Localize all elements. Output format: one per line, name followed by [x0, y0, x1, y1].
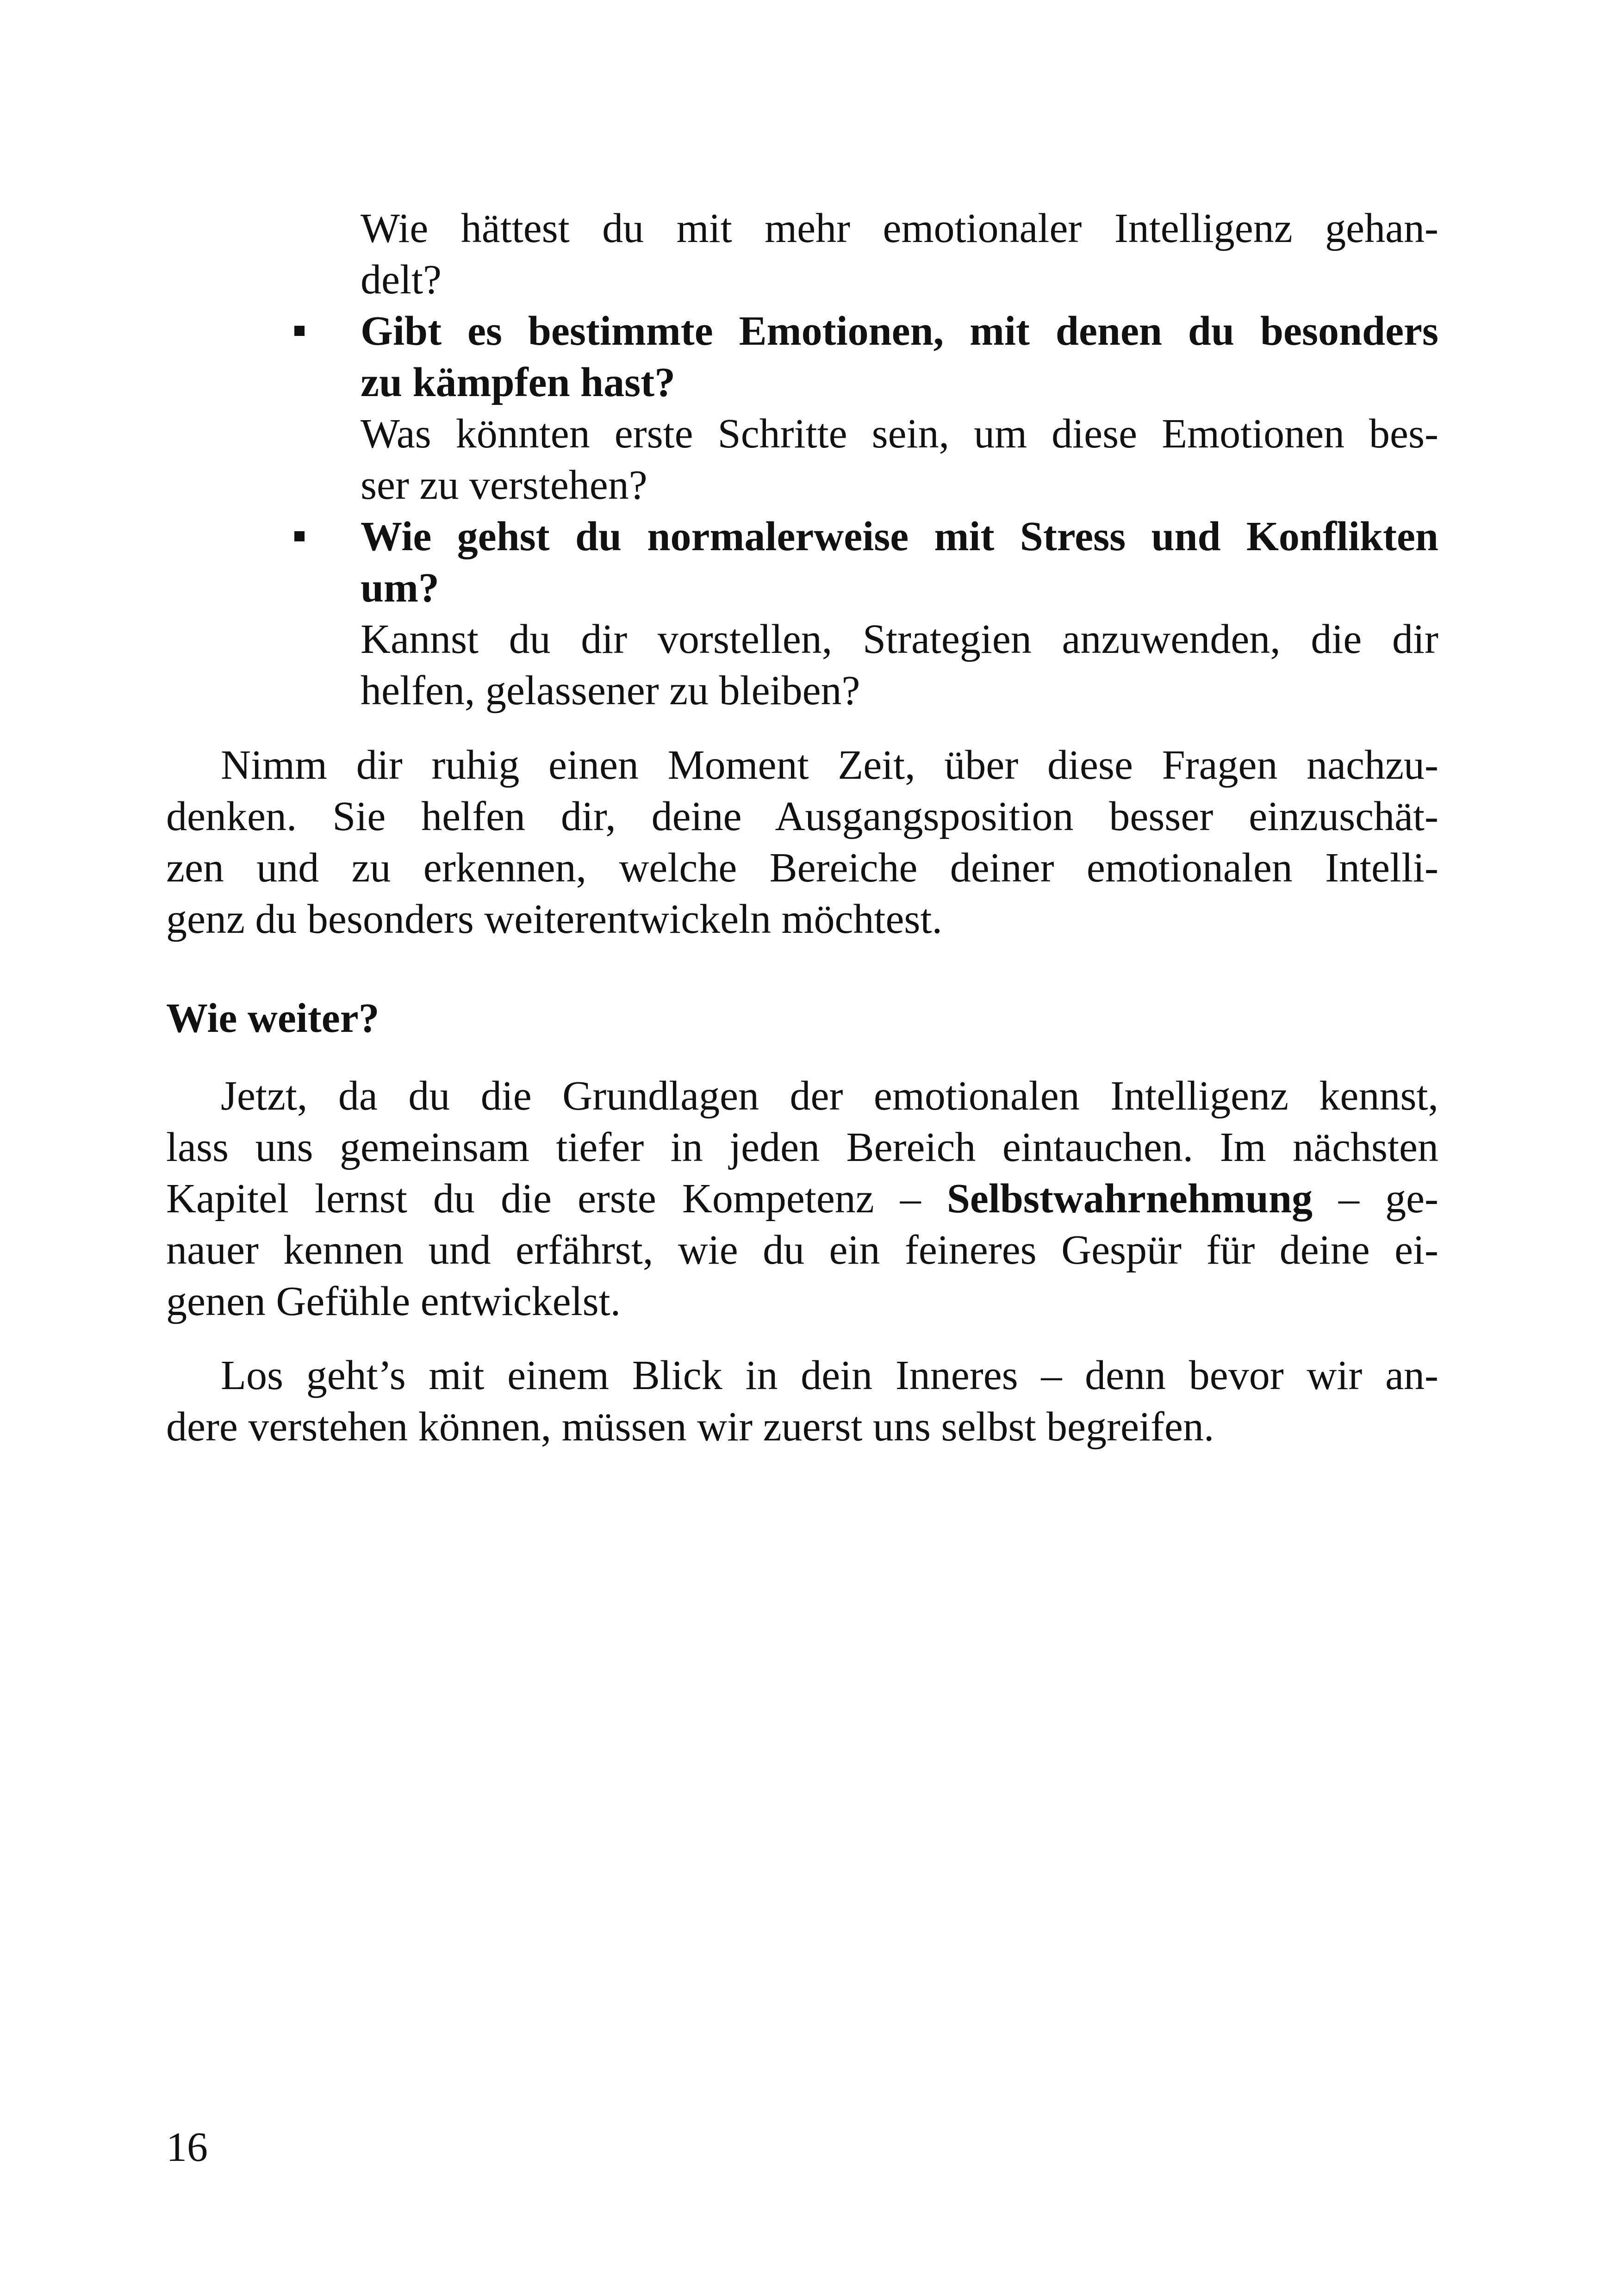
bold-text: Selbstwahrnehmung [946, 1176, 1313, 1222]
text-segment: Los geht’s mit einem Blick in dein Inneres – denn bevor wir an- [221, 1353, 1438, 1398]
text-segment: helfen, gelassener zu bleiben? [361, 668, 860, 714]
text-segment: lass uns gemeinsam tiefer in jeden Bereich eintauchen. Im nächsten [166, 1124, 1438, 1170]
text-line [166, 1401, 1438, 1452]
text-segment: Nimm dir ruhig einen Moment Zeit, über diese Fragen nachzu- [221, 742, 1438, 788]
text-segment: genen Gefühle entwickelst. [166, 1278, 621, 1324]
text-segment: genz du besonders weiterentwickeln möchtest. [166, 896, 942, 942]
text-segment: ser zu verstehen? [361, 462, 647, 508]
text-segment: denken. Sie helfen dir, deine Ausgangsposition besser einzuschät- [166, 794, 1438, 839]
text-line [361, 562, 1438, 614]
text-segment: zen und zu erkennen, welche Bereiche deiner emotionalen Intelli- [166, 845, 1438, 891]
text-line [361, 614, 1438, 665]
bullet-square-icon [294, 326, 305, 336]
text-segment: Wie hättest du mit mehr emotionaler Intelligenz gehan- [361, 205, 1438, 251]
bold-text: Gibt es bestimmte Emotionen, mit denen du besonders [361, 308, 1438, 354]
text-segment: dere verstehen können, müssen wir zuerst uns selbst begreifen. [166, 1404, 1214, 1450]
text-line [361, 459, 1438, 511]
text-segment: Jetzt, da du die Grundlagen der emotionalen Intelligenz kennst, [221, 1073, 1438, 1119]
section-heading: Wie weiter? [166, 995, 380, 1041]
question-list [361, 203, 1438, 716]
text-line [166, 1070, 1438, 1122]
paragraph-next-steps [166, 1070, 1438, 1327]
text-segment: Was könnten erste Schritte sein, um diese Emotionen bes- [361, 411, 1438, 457]
bullet-square-icon [294, 531, 305, 541]
text-segment: delt? [361, 257, 442, 303]
page-number: 16 [166, 2124, 208, 2170]
text-line [166, 791, 1438, 842]
text-line [166, 1350, 1438, 1401]
text-line [361, 665, 1438, 716]
text-line [361, 357, 1438, 408]
text-segment: Kannst du dir vorstellen, Strategien anzuwenden, die dir [361, 616, 1438, 662]
text-segment: Kapitel lernst du die erste Kompetenz – [166, 1176, 947, 1222]
text-line [361, 254, 1438, 305]
text-line [361, 408, 1438, 459]
bold-text: Wie gehst du normalerweise mit Stress und Konflikten [361, 514, 1438, 559]
text-line [166, 1173, 1438, 1224]
text-segment: nauer kennen und erfährst, wie du ein feineres Gespür für deine ei- [166, 1227, 1438, 1273]
text-line [361, 511, 1438, 562]
paragraph-closing [166, 1350, 1438, 1452]
text-line [166, 894, 1438, 945]
bold-text: zu kämpfen hast? [361, 360, 676, 405]
text-line [166, 1276, 1438, 1327]
text-segment: – ge- [1313, 1176, 1438, 1222]
text-line [361, 203, 1438, 254]
text-line [166, 739, 1438, 791]
text-line [166, 1224, 1438, 1276]
bold-text: um? [361, 565, 440, 611]
text-line [166, 1122, 1438, 1173]
paragraph-reflection [166, 739, 1438, 945]
text-line [361, 305, 1438, 357]
text-line [166, 842, 1438, 894]
